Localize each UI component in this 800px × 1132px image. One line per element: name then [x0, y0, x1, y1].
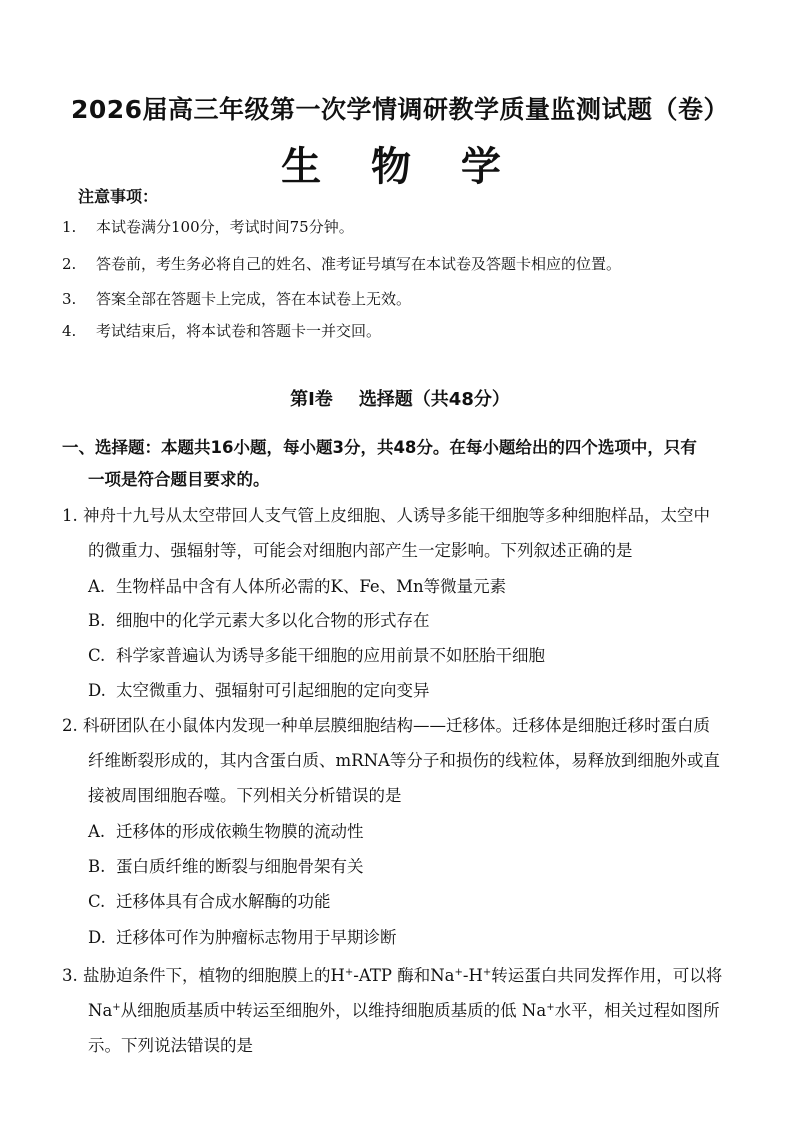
question-2-stem: 2. 科研团队在小鼠体内发现一种单层膜细胞结构——迁移体。迁移体是细胞迁移时蛋白质	[62, 716, 710, 735]
notice-item	[62, 288, 411, 309]
option-label: C.	[88, 892, 106, 911]
notice-item-number: 4.	[62, 322, 77, 340]
option-text: 迁移体的形成依赖生物膜的流动性	[116, 822, 364, 841]
notice-item-number: 2.	[62, 255, 77, 273]
subject-title: 生 物 学	[281, 144, 519, 190]
stem-text: -ATP 酶和Na	[353, 966, 455, 985]
stem-text: 3. 盐胁迫条件下，植物的细胞膜上的H	[62, 966, 345, 985]
section-part: 第Ⅰ卷	[290, 389, 333, 410]
option-text: 迁移体具有合成水解酶的功能	[116, 892, 331, 911]
option-text: 太空微重力、强辐射可引起细胞的定向变异	[116, 681, 430, 700]
question-1-option-b	[88, 607, 430, 631]
question-2-option-c	[88, 888, 331, 912]
superscript: +	[344, 967, 354, 978]
superscript: +	[112, 1002, 121, 1013]
notice-item-text: 考试结束后，将本试卷和答题卡一并交回。	[96, 322, 382, 340]
question-2-option-b	[88, 853, 364, 877]
notice-item	[62, 320, 381, 341]
section-name: 选择题（共48分）	[358, 389, 510, 410]
notice-item-number: 1.	[62, 218, 77, 236]
option-text: 生物样品中含有人体所必需的K、Fe、Mn等微量元素	[116, 577, 507, 596]
section-instruction-line: 一项是符合题目要求的。	[88, 470, 270, 489]
notice-heading: 注意事项：	[78, 187, 159, 206]
option-label: D.	[88, 681, 106, 700]
stem-text: 从细胞质基质中转运至细胞外，以维持细胞质基质的低 Na	[120, 1001, 547, 1020]
question-3-stem	[62, 962, 722, 986]
question-1-option-c	[88, 642, 545, 666]
notice-item-number: 3.	[62, 290, 77, 308]
exam-title: 2026届高三年级第一次学情调研教学质量监测试题（卷）	[70, 95, 730, 124]
question-1-option-a	[88, 573, 506, 597]
question-3-stem	[88, 997, 720, 1021]
stem-text: 水平，相关过程如图所	[554, 1001, 720, 1020]
question-2-option-a	[88, 818, 364, 842]
stem-text: 转运蛋白共同发挥作用，可以将	[491, 966, 723, 985]
question-1-stem: 1. 神舟十九号从太空带回人支气管上皮细胞、人诱导多能干细胞等多种细胞样品，太空中	[62, 506, 710, 525]
superscript: +	[546, 1002, 555, 1013]
question-2-stem: 接被周围细胞吞噬。下列相关分析错误的是	[88, 786, 402, 805]
notice-item	[62, 216, 354, 237]
option-label: D.	[88, 928, 106, 947]
question-1-option-d	[88, 677, 430, 701]
option-text: 蛋白质纤维的断裂与细胞骨架有关	[116, 857, 364, 876]
question-1-stem: 的微重力、强辐射等，可能会对细胞内部产生一定影响。下列叙述正确的是	[88, 541, 633, 560]
option-label: A.	[88, 822, 106, 841]
notice-item-text: 答案全部在答题卡上完成，答在本试卷上无效。	[96, 290, 412, 308]
option-text: 科学家普遍认为诱导多能干细胞的应用前景不如胚胎干细胞	[116, 646, 545, 665]
section-heading	[0, 385, 800, 411]
notice-item-text: 答卷前，考生务必将自己的姓名、准考证号填写在本试卷及答题卡相应的位置。	[96, 255, 622, 273]
question-2-stem: 纤维断裂形成的，其内含蛋白质、mRNA等分子和损伤的线粒体，易释放到细胞外或直	[88, 751, 720, 770]
notice-item	[62, 253, 621, 274]
option-label: A.	[88, 577, 106, 596]
option-text: 迁移体可作为肿瘤标志物用于早期诊断	[116, 928, 397, 947]
question-2-option-d	[88, 924, 397, 948]
option-label: B.	[88, 611, 106, 630]
option-label: C.	[88, 646, 106, 665]
stem-text: Na	[88, 1001, 113, 1020]
stem-text: -H	[462, 966, 483, 985]
option-label: B.	[88, 857, 106, 876]
option-text: 细胞中的化学元素大多以化合物的形式存在	[116, 611, 430, 630]
superscript: +	[454, 967, 463, 978]
superscript: +	[482, 967, 492, 978]
section-instruction-line: 一、选择题：本题共16小题，每小题3分，共48分。在每小题给出的四个选项中，只有	[62, 438, 697, 457]
question-3-stem: 示。下列说法错误的是	[88, 1036, 253, 1055]
notice-item-text: 本试卷满分100分，考试时间75分钟。	[96, 218, 354, 236]
